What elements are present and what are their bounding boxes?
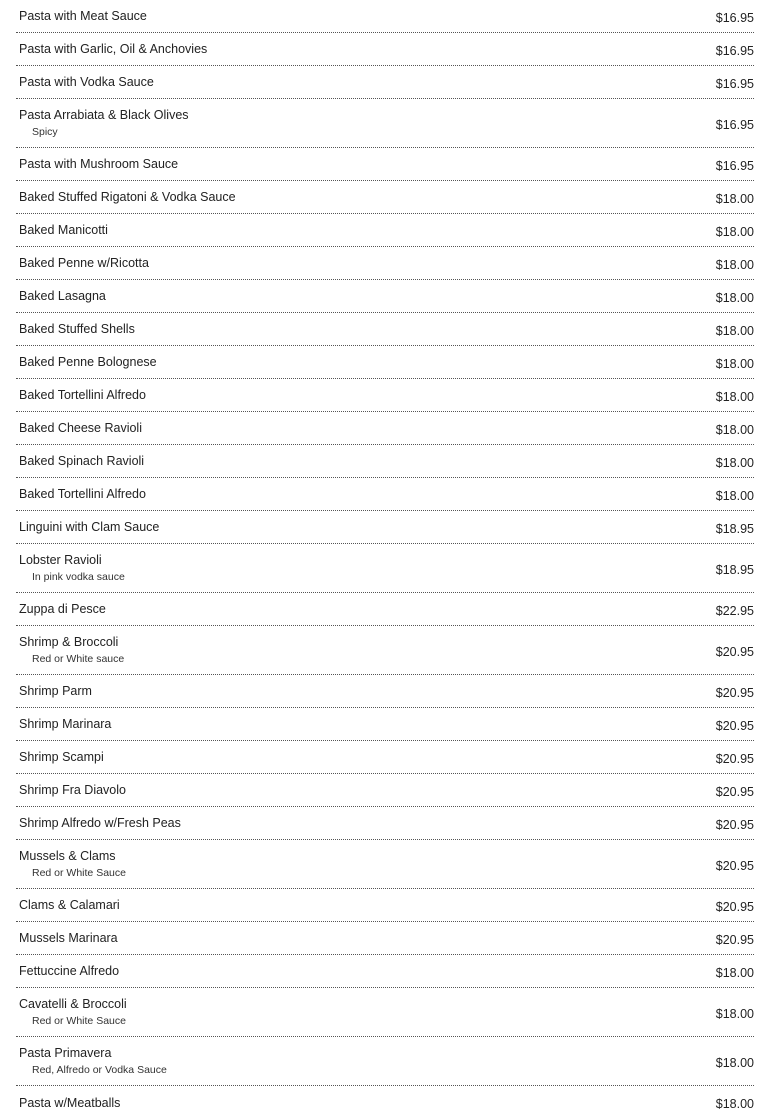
menu-item-baked-manicotti[interactable] xyxy=(16,214,754,247)
item-price: $16.95 xyxy=(715,43,754,58)
item-description: Spicy xyxy=(32,126,58,138)
item-name: Pasta with Vodka Sauce xyxy=(19,75,154,89)
item-price: $18.00 xyxy=(715,1006,754,1021)
menu-item-pasta-meatballs[interactable] xyxy=(16,1086,754,1119)
item-name: Lobster Ravioli xyxy=(19,553,102,567)
menu-item-baked-lasagna[interactable] xyxy=(16,280,754,313)
item-name: Mussels Marinara xyxy=(19,931,118,945)
item-text xyxy=(19,420,142,436)
item-name: Shrimp Fra Diavolo xyxy=(19,783,126,797)
item-name: Baked Stuffed Rigatoni & Vodka Sauce xyxy=(19,190,236,204)
menu-item-shrimp-parm[interactable] xyxy=(16,675,754,708)
item-text xyxy=(19,1095,120,1111)
menu-list xyxy=(16,0,754,1119)
item-name: Zuppa di Pesce xyxy=(19,602,106,616)
item-text xyxy=(19,74,154,90)
item-name: Fettuccine Alfredo xyxy=(19,964,120,978)
item-price: $18.00 xyxy=(715,389,754,404)
menu-item-baked-tortellini-alfredo[interactable] xyxy=(16,379,754,412)
item-price: $18.00 xyxy=(715,290,754,305)
item-text xyxy=(19,486,146,502)
menu-item-shrimp-fra-diavolo[interactable] xyxy=(16,774,754,807)
item-text xyxy=(19,683,92,699)
item-price: $18.00 xyxy=(715,356,754,371)
item-price: $18.95 xyxy=(715,521,754,536)
item-description: Red or White Sauce xyxy=(32,1015,126,1027)
item-price: $20.95 xyxy=(715,817,754,832)
item-price: $18.95 xyxy=(715,562,754,577)
item-text xyxy=(19,1045,167,1077)
item-name: Pasta with Mushroom Sauce xyxy=(19,157,179,171)
item-text xyxy=(19,453,144,469)
item-description: Red or White sauce xyxy=(32,653,125,665)
item-price: $18.00 xyxy=(715,488,754,503)
item-name: Shrimp & Broccoli xyxy=(19,635,119,649)
item-description: Red, Alfredo or Vodka Sauce xyxy=(32,1064,167,1076)
item-name: Baked Spinach Ravioli xyxy=(19,454,145,468)
item-text xyxy=(19,222,108,238)
menu-item-clams-calamari[interactable] xyxy=(16,889,754,922)
menu-item-baked-spinach-ravioli[interactable] xyxy=(16,445,754,478)
item-name: Pasta Arrabiata & Black Olives xyxy=(19,108,189,122)
item-description: Red or White Sauce xyxy=(32,867,126,879)
item-text xyxy=(19,354,157,370)
item-name: Baked Cheese Ravioli xyxy=(19,421,142,435)
item-price: $18.00 xyxy=(715,455,754,470)
item-description: In pink vodka sauce xyxy=(32,571,125,583)
menu-item-cavatelli-broccoli[interactable] xyxy=(16,988,754,1037)
menu-item-mussels-marinara[interactable] xyxy=(16,922,754,955)
item-text xyxy=(19,749,104,765)
item-text xyxy=(19,782,126,798)
item-text xyxy=(19,41,207,57)
menu-item-baked-stuffed-shells[interactable] xyxy=(16,313,754,346)
item-price: $20.95 xyxy=(715,751,754,766)
item-name: Clams & Calamari xyxy=(19,898,120,912)
item-text xyxy=(19,963,119,979)
item-text xyxy=(19,107,189,139)
item-name: Baked Tortellini Alfredo xyxy=(19,487,146,501)
menu-item-fettuccine-alfredo[interactable] xyxy=(16,955,754,988)
item-price: $18.00 xyxy=(715,1097,754,1111)
item-price: $18.00 xyxy=(715,191,754,206)
item-price: $16.95 xyxy=(715,10,754,25)
menu-item-baked-penne-bolognese[interactable] xyxy=(16,346,754,379)
item-name: Pasta with Garlic, Oil & Anchovies xyxy=(19,42,208,56)
item-name: Pasta w/Meatballs xyxy=(19,1095,121,1110)
menu-item-linguini-clam-sauce[interactable] xyxy=(16,511,754,544)
item-name: Pasta with Meat Sauce xyxy=(19,9,147,23)
item-price: $16.95 xyxy=(715,76,754,91)
item-text xyxy=(19,255,149,271)
item-name: Baked Manicotti xyxy=(19,223,108,237)
item-price: $20.95 xyxy=(715,932,754,947)
item-price: $20.95 xyxy=(715,718,754,733)
item-price: $18.00 xyxy=(715,257,754,272)
item-name: Baked Penne Bolognese xyxy=(19,355,157,369)
item-name: Shrimp Alfredo w/Fresh Peas xyxy=(19,816,181,830)
menu-item-shrimp-scampi[interactable] xyxy=(16,741,754,774)
menu-item-pasta-arrabiata[interactable] xyxy=(16,99,754,148)
item-price: $20.95 xyxy=(715,644,754,659)
item-name: Baked Stuffed Shells xyxy=(19,322,135,336)
item-name: Shrimp Parm xyxy=(19,684,92,698)
item-text xyxy=(19,601,106,617)
menu-item-pasta-vodka-sauce[interactable] xyxy=(16,66,754,99)
item-price: $16.95 xyxy=(715,117,754,132)
item-name: Shrimp Scampi xyxy=(19,750,104,764)
item-text xyxy=(19,519,159,535)
item-price: $20.95 xyxy=(715,899,754,914)
menu-item-baked-cheese-ravioli[interactable] xyxy=(16,412,754,445)
item-text xyxy=(19,996,127,1028)
item-text xyxy=(19,387,146,403)
item-price: $18.00 xyxy=(715,1055,754,1070)
item-text xyxy=(19,634,124,666)
item-text xyxy=(19,552,125,584)
item-text xyxy=(19,716,111,732)
item-name: Shrimp Marinara xyxy=(19,717,112,731)
item-price: $18.00 xyxy=(715,224,754,239)
item-name: Baked Tortellini Alfredo xyxy=(19,388,146,402)
item-name: Baked Lasagna xyxy=(19,289,106,303)
item-text xyxy=(19,288,106,304)
menu-item-shrimp-marinara[interactable] xyxy=(16,708,754,741)
menu-item-lobster-ravioli[interactable] xyxy=(16,544,754,593)
item-price: $20.95 xyxy=(715,784,754,799)
item-price: $18.00 xyxy=(715,422,754,437)
item-text xyxy=(19,156,178,172)
item-text xyxy=(19,189,236,205)
item-price: $22.95 xyxy=(715,603,754,618)
menu-item-pasta-meat-sauce[interactable] xyxy=(16,0,754,33)
item-text xyxy=(19,848,126,880)
menu-item-baked-stuffed-rigatoni[interactable] xyxy=(16,181,754,214)
item-price: $18.00 xyxy=(715,323,754,338)
menu-item-pasta-garlic-oil-anchovies[interactable] xyxy=(16,33,754,66)
item-price: $16.95 xyxy=(715,158,754,173)
menu-item-baked-tortellini-alfredo-2[interactable] xyxy=(16,478,754,511)
item-text xyxy=(19,897,120,913)
item-price: $18.00 xyxy=(715,965,754,980)
menu-item-zuppa-di-pesce[interactable] xyxy=(16,593,754,626)
item-text xyxy=(19,815,181,831)
item-price: $20.95 xyxy=(715,685,754,700)
menu-item-mussels-clams[interactable] xyxy=(16,840,754,889)
item-name: Baked Penne w/Ricotta xyxy=(19,256,149,270)
item-text xyxy=(19,321,135,337)
menu-item-shrimp-alfredo-peas[interactable] xyxy=(16,807,754,840)
menu-item-pasta-primavera[interactable] xyxy=(16,1037,754,1086)
menu-item-baked-penne-ricotta[interactable] xyxy=(16,247,754,280)
item-name: Pasta Primavera xyxy=(19,1046,112,1060)
item-name: Linguini with Clam Sauce xyxy=(19,520,160,534)
item-text xyxy=(19,930,118,946)
menu-item-pasta-mushroom-sauce[interactable] xyxy=(16,148,754,181)
item-name: Cavatelli & Broccoli xyxy=(19,997,127,1011)
item-text xyxy=(19,8,147,24)
item-name: Mussels & Clams xyxy=(19,849,116,863)
menu-item-shrimp-broccoli[interactable] xyxy=(16,626,754,675)
item-price: $20.95 xyxy=(715,858,754,873)
